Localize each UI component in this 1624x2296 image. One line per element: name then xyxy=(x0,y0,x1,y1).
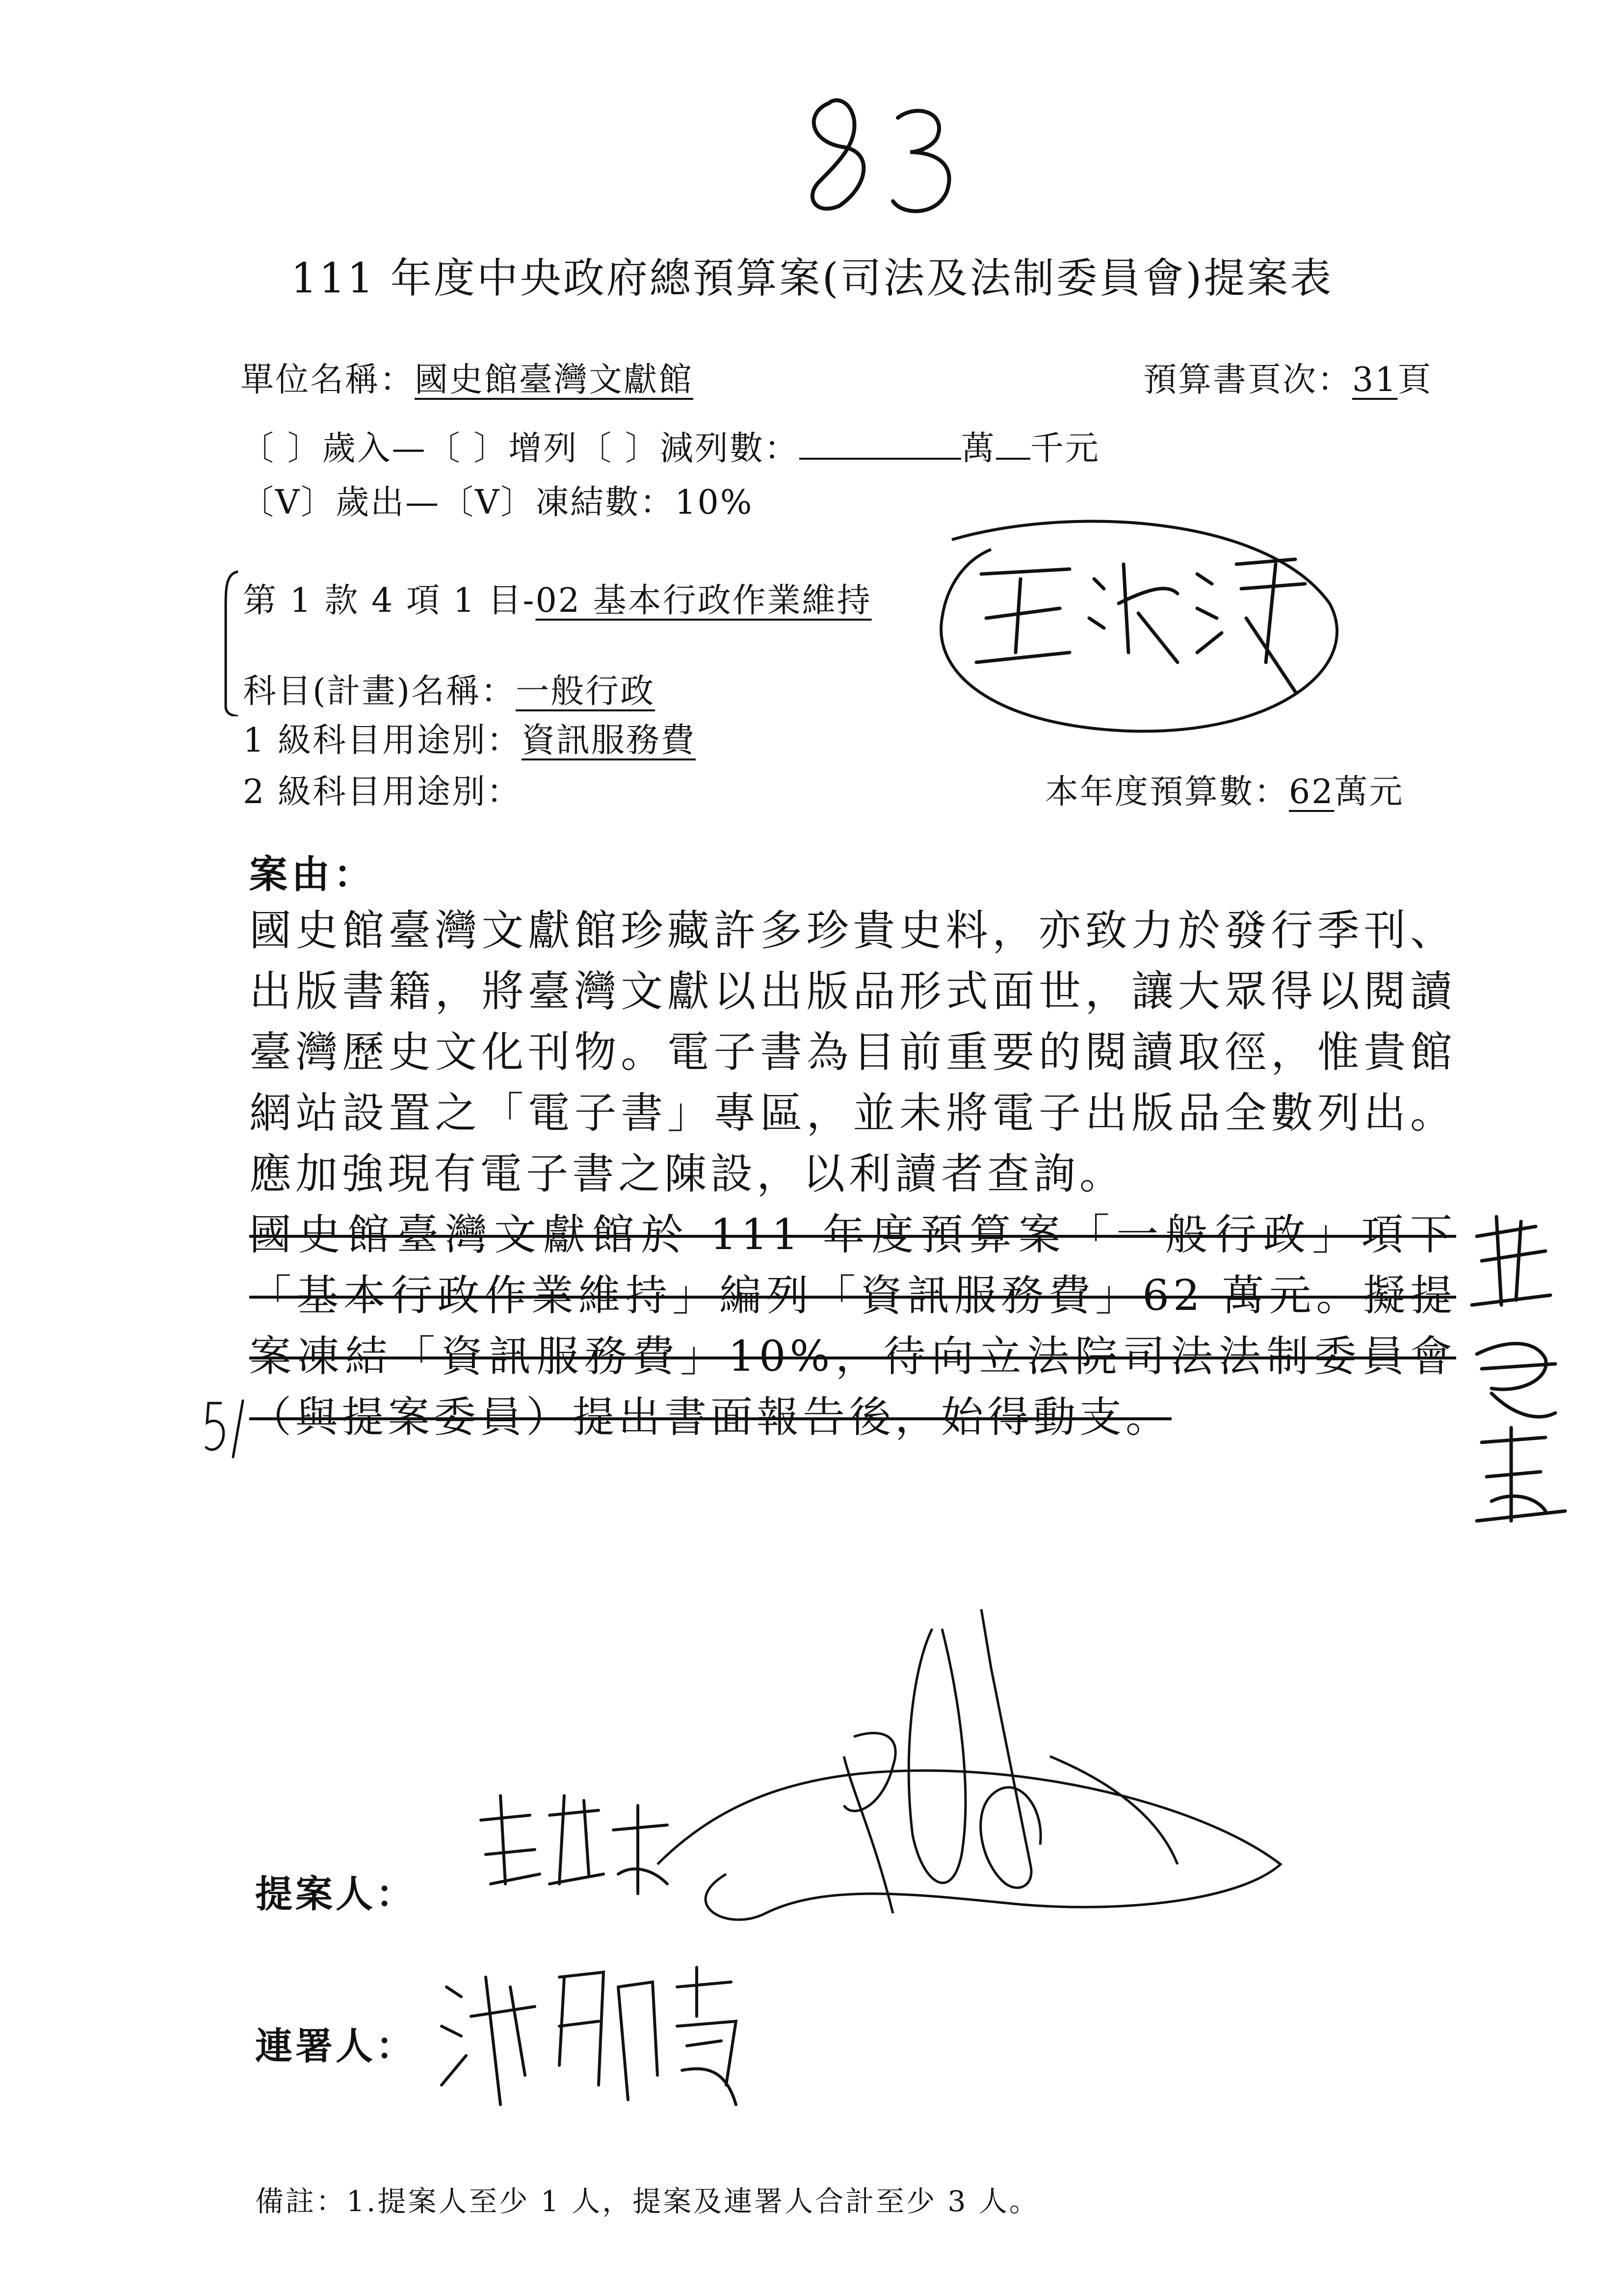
proposer-label: 提案人： xyxy=(255,1872,416,1916)
expense-row: 〔V〕歲出—〔V〕凍結數：10% xyxy=(240,483,754,522)
budget-page-suffix: 頁 xyxy=(1397,361,1433,399)
reason-struck-text: 國史館臺灣文獻館於 111 年度預算案「一般行政」項下「基本行政作業維持」編列「資訊服務費」62 萬元。擬提案凍結「資訊服務費」10%，待向立法院司法法制委員會（與提案委員）提出書面報告後，始得動支。 xyxy=(249,1210,1456,1442)
revenue-text: 〔 〕歲入—〔 〕增列〔 〕減列數： xyxy=(240,429,799,468)
annual-budget-row xyxy=(1045,765,1404,813)
circled-handwritten-name xyxy=(922,505,1349,736)
revenue-row xyxy=(240,422,1100,470)
level2-row xyxy=(243,765,522,813)
level1-value: 資訊服務費 xyxy=(521,721,696,760)
level1-label: 1 級科目用途別： xyxy=(243,721,522,760)
left-brace xyxy=(216,569,245,716)
subject-label: 科目(計畫)名稱： xyxy=(243,672,516,711)
annual-budget-value: 62 xyxy=(1289,773,1335,811)
reason-body xyxy=(249,900,1456,1448)
unit-label: 單位名稱： xyxy=(240,361,415,399)
margin-mark xyxy=(196,1393,255,1462)
revenue-qian: 千元 xyxy=(1030,429,1100,468)
subject-row xyxy=(243,665,655,712)
reason-heading: 案由： xyxy=(249,852,376,897)
level1-row xyxy=(243,714,696,761)
item-label: 第 1 款 4 項 1 目- xyxy=(243,581,536,620)
revenue-wan: 萬 xyxy=(961,429,996,468)
unit-row xyxy=(240,353,693,401)
annual-budget-label: 本年度預算數： xyxy=(1045,773,1289,811)
annual-budget-suffix: 萬元 xyxy=(1334,773,1404,811)
subject-value: 一般行政 xyxy=(516,672,655,711)
reason-text: 國史館臺灣文獻館珍藏許多珍貴史料，亦致力於發行季刊、出版書籍，將臺灣文獻以出版品形式面世，讓大眾得以閱讀臺灣歷史文化刊物。電子書為目前重要的閱讀取徑，惟貴館網站設置之「電子書」專區，並未將電子出版品全數列出。應加強現有電子書之陳設，以利讀者查詢。 xyxy=(249,906,1456,1199)
cosigner-signature xyxy=(432,1957,775,2119)
cosigner-label: 連署人： xyxy=(255,2024,416,2068)
budget-page-value: 31 xyxy=(1352,361,1398,399)
budget-page-row xyxy=(1143,353,1433,401)
budget-page-label: 預算書頁次： xyxy=(1143,361,1353,399)
margin-handwritten-name xyxy=(1462,1207,1570,1550)
unit-value: 國史館臺灣文獻館 xyxy=(415,361,694,399)
form-title: 111 年度中央政府總預算案(司法及法制委員會)提案表 xyxy=(290,254,1334,302)
item-row xyxy=(243,574,872,622)
proposer-signature xyxy=(471,1609,1335,1962)
item-value: 02 基本行政作業維持 xyxy=(535,581,872,620)
revenue-qian-blank xyxy=(996,453,1030,460)
revenue-wan-blank xyxy=(799,453,961,460)
level2-label: 2 級科目用途別： xyxy=(243,773,522,811)
handwritten-page-number xyxy=(785,83,991,231)
footnote: 備註：1.提案人至少 1 人，提案及連署人合計至少 3 人。 xyxy=(255,2185,1040,2218)
